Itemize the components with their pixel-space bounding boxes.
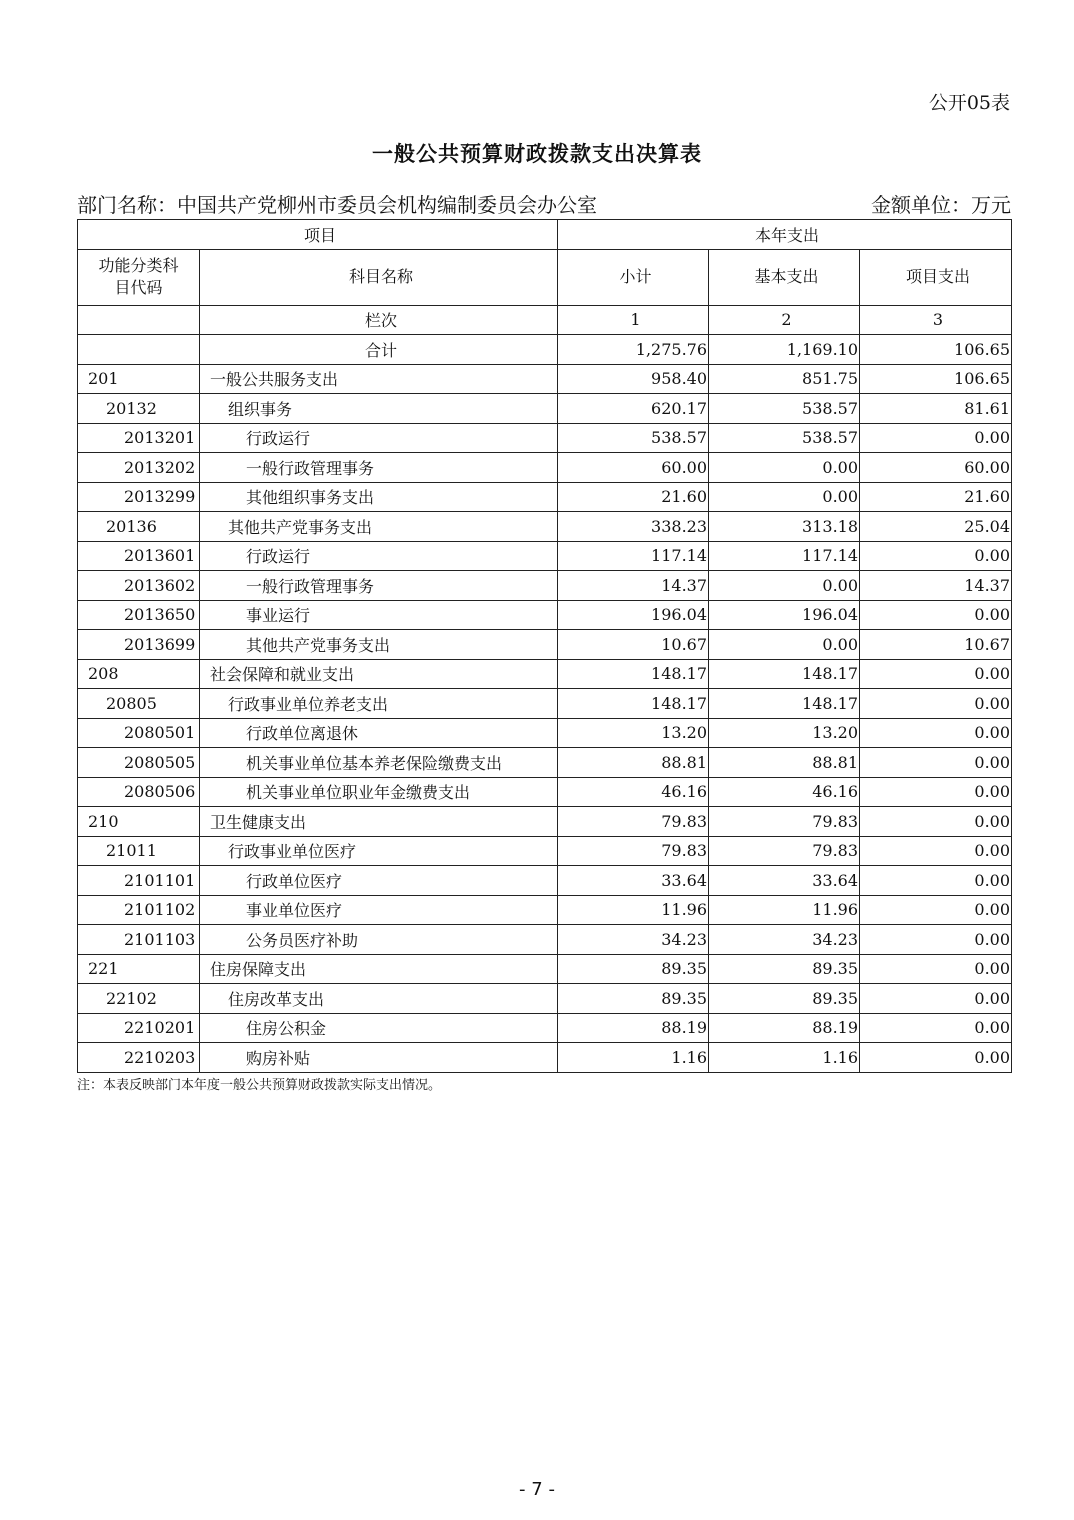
code-cell: 208 xyxy=(78,659,200,689)
basic-cell: 79.83 xyxy=(709,836,860,866)
seq-col-3: 3 xyxy=(860,305,1012,335)
code-cell: 2101103 xyxy=(78,925,200,955)
program-cell: 10.67 xyxy=(860,630,1012,660)
name-cell: 组织事务 xyxy=(200,394,558,424)
basic-cell: 148.17 xyxy=(709,689,860,719)
table-row xyxy=(78,748,1012,778)
header-name: 科目名称 xyxy=(200,249,558,305)
subtotal-cell: 46.16 xyxy=(558,777,709,807)
total-row xyxy=(78,335,1012,365)
basic-cell: 0.00 xyxy=(709,482,860,512)
program-cell: 14.37 xyxy=(860,571,1012,601)
name-cell: 住房改革支出 xyxy=(200,984,558,1014)
name-cell: 其他共产党事务支出 xyxy=(200,630,558,660)
basic-cell: 34.23 xyxy=(709,925,860,955)
subtotal-cell: 34.23 xyxy=(558,925,709,955)
table-row xyxy=(78,777,1012,807)
table-row xyxy=(78,807,1012,837)
meta-line xyxy=(77,189,1011,218)
subtotal-cell: 21.60 xyxy=(558,482,709,512)
program-cell: 60.00 xyxy=(860,453,1012,483)
code-cell: 21011 xyxy=(78,836,200,866)
subtotal-cell: 196.04 xyxy=(558,600,709,630)
department-name: 部门名称：中国共产党柳州市委员会机构编制委员会办公室 xyxy=(77,193,597,217)
code-cell: 2080501 xyxy=(78,718,200,748)
table-row xyxy=(78,512,1012,542)
subtotal-cell: 538.57 xyxy=(558,423,709,453)
subtotal-cell: 958.40 xyxy=(558,364,709,394)
table-row xyxy=(78,689,1012,719)
basic-cell: 33.64 xyxy=(709,866,860,896)
basic-cell: 538.57 xyxy=(709,423,860,453)
code-cell: 2080506 xyxy=(78,777,200,807)
code-cell: 2101102 xyxy=(78,895,200,925)
subtotal-cell: 1.16 xyxy=(558,1043,709,1073)
basic-cell: 313.18 xyxy=(709,512,860,542)
program-cell: 0.00 xyxy=(860,423,1012,453)
name-cell: 住房保障支出 xyxy=(200,954,558,984)
name-cell: 公务员医疗补助 xyxy=(200,925,558,955)
table-row xyxy=(78,984,1012,1014)
name-cell: 行政单位医疗 xyxy=(200,866,558,896)
subtotal-cell: 620.17 xyxy=(558,394,709,424)
basic-cell: 0.00 xyxy=(709,630,860,660)
basic-cell: 0.00 xyxy=(709,453,860,483)
name-cell: 一般行政管理事务 xyxy=(200,453,558,483)
program-cell: 0.00 xyxy=(860,600,1012,630)
header-row-1 xyxy=(78,220,1012,250)
name-cell: 事业单位医疗 xyxy=(200,895,558,925)
program-cell: 0.00 xyxy=(860,954,1012,984)
table-row xyxy=(78,600,1012,630)
basic-cell: 89.35 xyxy=(709,984,860,1014)
table-row xyxy=(78,866,1012,896)
program-cell: 0.00 xyxy=(860,925,1012,955)
subtotal-cell: 10.67 xyxy=(558,630,709,660)
code-cell: 2080505 xyxy=(78,748,200,778)
table-row xyxy=(78,571,1012,601)
subtotal-cell: 79.83 xyxy=(558,836,709,866)
program-cell: 0.00 xyxy=(860,807,1012,837)
subtotal-cell: 88.81 xyxy=(558,748,709,778)
name-cell: 购房补贴 xyxy=(200,1043,558,1073)
basic-cell: 148.17 xyxy=(709,659,860,689)
table-row xyxy=(78,394,1012,424)
subtotal-cell: 148.17 xyxy=(558,689,709,719)
basic-cell: 89.35 xyxy=(709,954,860,984)
basic-cell: 0.00 xyxy=(709,571,860,601)
name-cell: 住房公积金 xyxy=(200,1013,558,1043)
code-cell: 2101101 xyxy=(78,866,200,896)
program-cell: 0.00 xyxy=(860,866,1012,896)
basic-cell: 1.16 xyxy=(709,1043,860,1073)
table-row xyxy=(78,541,1012,571)
name-cell: 行政事业单位养老支出 xyxy=(200,689,558,719)
page-number: - 7 - xyxy=(519,1479,555,1500)
table-row xyxy=(78,1043,1012,1073)
table-row xyxy=(78,423,1012,453)
total-subtotal: 1,275.76 xyxy=(558,335,709,365)
table-row xyxy=(78,453,1012,483)
page-title: 一般公共预算财政拨款支出决算表 xyxy=(372,141,702,166)
total-basic: 1,169.10 xyxy=(709,335,860,365)
form-number: 公开05表 xyxy=(928,92,1010,114)
subtotal-cell: 79.83 xyxy=(558,807,709,837)
basic-cell: 11.96 xyxy=(709,895,860,925)
total-label: 合计 xyxy=(200,335,558,365)
name-cell: 社会保障和就业支出 xyxy=(200,659,558,689)
table-row xyxy=(78,364,1012,394)
subtotal-cell: 88.19 xyxy=(558,1013,709,1043)
name-cell: 行政运行 xyxy=(200,541,558,571)
name-cell: 行政运行 xyxy=(200,423,558,453)
subtotal-cell: 33.64 xyxy=(558,866,709,896)
code-cell: 2013699 xyxy=(78,630,200,660)
total-empty xyxy=(78,335,200,365)
header-subtotal: 小计 xyxy=(558,249,709,305)
program-cell: 0.00 xyxy=(860,1013,1012,1043)
expenditure-table xyxy=(77,219,1012,1073)
basic-cell: 79.83 xyxy=(709,807,860,837)
program-cell: 0.00 xyxy=(860,777,1012,807)
name-cell: 其他共产党事务支出 xyxy=(200,512,558,542)
header-basic: 基本支出 xyxy=(709,249,860,305)
code-cell: 20136 xyxy=(78,512,200,542)
header-row-seq xyxy=(78,305,1012,335)
basic-cell: 538.57 xyxy=(709,394,860,424)
program-cell: 21.60 xyxy=(860,482,1012,512)
code-cell: 20132 xyxy=(78,394,200,424)
total-program: 106.65 xyxy=(860,335,1012,365)
code-cell: 210 xyxy=(78,807,200,837)
name-cell: 机关事业单位基本养老保险缴费支出 xyxy=(200,748,558,778)
code-cell: 2013299 xyxy=(78,482,200,512)
program-cell: 0.00 xyxy=(860,1043,1012,1073)
table-row xyxy=(78,630,1012,660)
basic-cell: 117.14 xyxy=(709,541,860,571)
program-cell: 0.00 xyxy=(860,659,1012,689)
header-project: 项目 xyxy=(78,220,558,250)
table-row xyxy=(78,836,1012,866)
name-cell: 行政单位离退休 xyxy=(200,718,558,748)
header-code: 功能分类科目代码 xyxy=(78,249,200,305)
name-cell: 其他组织事务支出 xyxy=(200,482,558,512)
amount-unit: 金额单位：万元 xyxy=(871,193,1011,217)
code-cell: 2210203 xyxy=(78,1043,200,1073)
code-cell: 20805 xyxy=(78,689,200,719)
code-cell: 22102 xyxy=(78,984,200,1014)
header-seq: 栏次 xyxy=(200,305,558,335)
table-row xyxy=(78,1013,1012,1043)
name-cell: 一般公共服务支出 xyxy=(200,364,558,394)
code-cell: 2013601 xyxy=(78,541,200,571)
program-cell: 25.04 xyxy=(860,512,1012,542)
table-row xyxy=(78,895,1012,925)
program-cell: 0.00 xyxy=(860,718,1012,748)
code-cell: 221 xyxy=(78,954,200,984)
name-cell: 机关事业单位职业年金缴费支出 xyxy=(200,777,558,807)
name-cell: 行政事业单位医疗 xyxy=(200,836,558,866)
seq-col-2: 2 xyxy=(709,305,860,335)
basic-cell: 851.75 xyxy=(709,364,860,394)
code-cell: 2210201 xyxy=(78,1013,200,1043)
table-row xyxy=(78,482,1012,512)
header-program: 项目支出 xyxy=(860,249,1012,305)
program-cell: 81.61 xyxy=(860,394,1012,424)
program-cell: 0.00 xyxy=(860,689,1012,719)
subtotal-cell: 60.00 xyxy=(558,453,709,483)
code-cell: 2013201 xyxy=(78,423,200,453)
basic-cell: 13.20 xyxy=(709,718,860,748)
subtotal-cell: 148.17 xyxy=(558,659,709,689)
name-cell: 一般行政管理事务 xyxy=(200,571,558,601)
subtotal-cell: 89.35 xyxy=(558,954,709,984)
header-row-2 xyxy=(78,249,1012,305)
header-this-year: 本年支出 xyxy=(558,220,1012,250)
code-cell: 2013650 xyxy=(78,600,200,630)
program-cell: 0.00 xyxy=(860,895,1012,925)
program-cell: 0.00 xyxy=(860,836,1012,866)
basic-cell: 196.04 xyxy=(709,600,860,630)
name-cell: 事业运行 xyxy=(200,600,558,630)
table-row xyxy=(78,718,1012,748)
subtotal-cell: 13.20 xyxy=(558,718,709,748)
program-cell: 0.00 xyxy=(860,541,1012,571)
subtotal-cell: 14.37 xyxy=(558,571,709,601)
seq-empty xyxy=(78,305,200,335)
table-row xyxy=(78,925,1012,955)
code-cell: 2013202 xyxy=(78,453,200,483)
basic-cell: 88.19 xyxy=(709,1013,860,1043)
program-cell: 0.00 xyxy=(860,748,1012,778)
basic-cell: 88.81 xyxy=(709,748,860,778)
table-row xyxy=(78,659,1012,689)
table-row xyxy=(78,954,1012,984)
subtotal-cell: 11.96 xyxy=(558,895,709,925)
table-note: 注：本表反映部门本年度一般公共预算财政拨款实际支出情况。 xyxy=(77,1078,442,1093)
subtotal-cell: 338.23 xyxy=(558,512,709,542)
basic-cell: 46.16 xyxy=(709,777,860,807)
code-cell: 201 xyxy=(78,364,200,394)
subtotal-cell: 117.14 xyxy=(558,541,709,571)
program-cell: 106.65 xyxy=(860,364,1012,394)
program-cell: 0.00 xyxy=(860,984,1012,1014)
name-cell: 卫生健康支出 xyxy=(200,807,558,837)
seq-col-1: 1 xyxy=(558,305,709,335)
subtotal-cell: 89.35 xyxy=(558,984,709,1014)
code-cell: 2013602 xyxy=(78,571,200,601)
